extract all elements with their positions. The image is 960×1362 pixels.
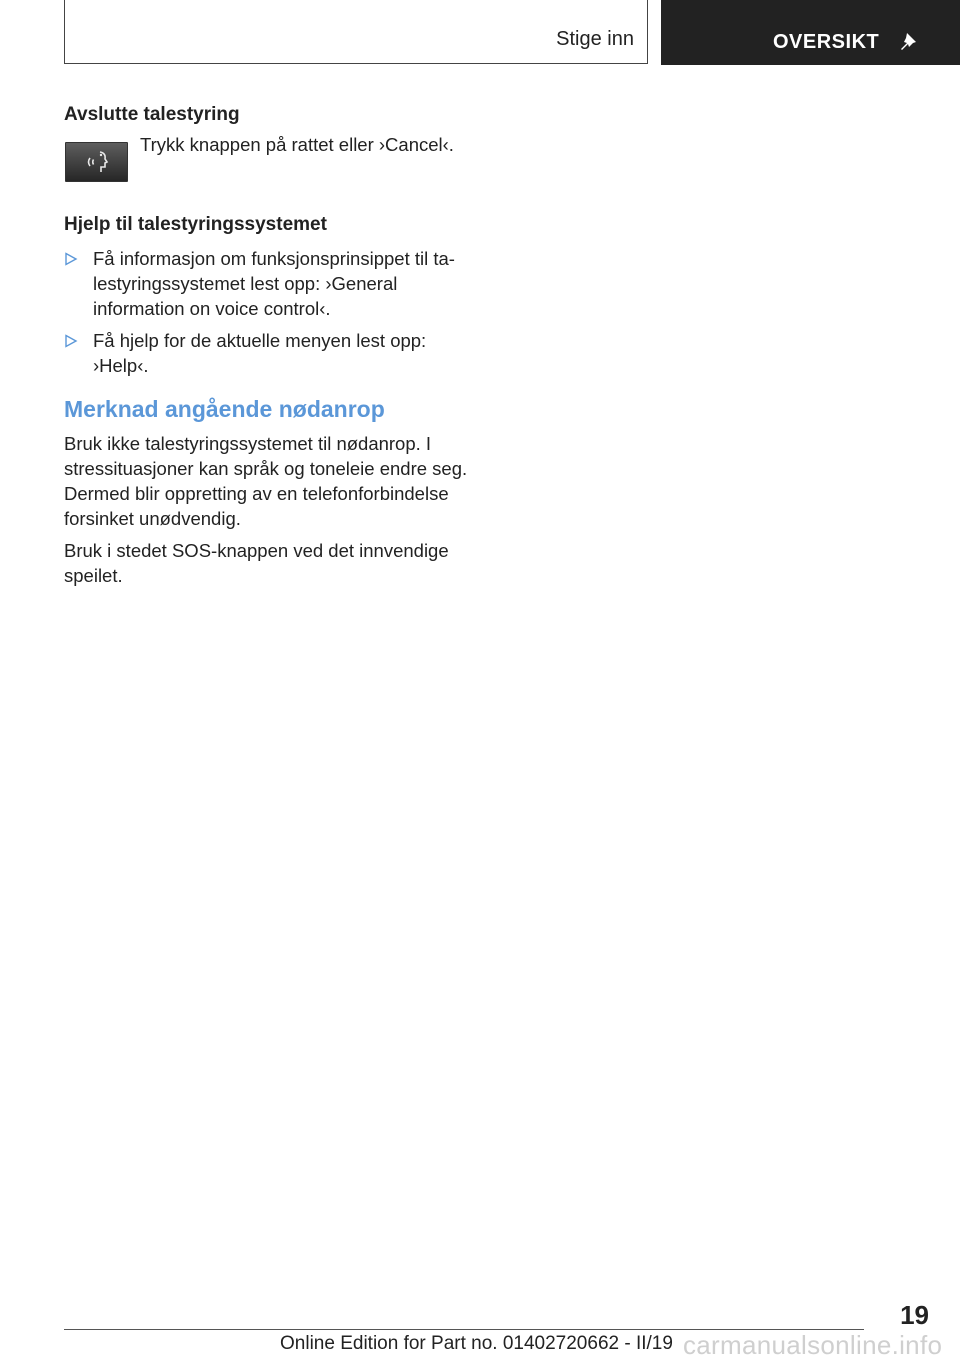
voice-control-button-image <box>65 142 128 182</box>
triangle-bullet-icon <box>64 334 78 348</box>
bullet-line: Få hjelp for de aktuelle menyen lest opp: <box>93 330 427 351</box>
footer-edition-text: Online Edition for Part no. 01402720662 - II/19 <box>280 1333 673 1354</box>
bullet-line: Få informasjon om funksjonsprinsippet til ta- <box>93 248 455 269</box>
main-content <box>64 104 484 595</box>
voice-button-row <box>64 134 484 186</box>
para-line: Bruk ikke talestyringssystemet til nødanrop. I <box>64 433 432 454</box>
bullet-line: ›Help‹. <box>93 355 149 376</box>
page-number: 19 <box>900 1300 929 1330</box>
bullet-line: lestyringssystemet lest opp: ›General <box>93 273 398 294</box>
help-list <box>64 246 484 378</box>
paragraph-emergency-2 <box>64 538 484 588</box>
cancel-instruction: Trykk knappen på rattet eller ›Cancel‹. <box>140 134 454 155</box>
list-item <box>64 328 484 378</box>
voice-control-icon <box>86 149 112 175</box>
header-section-title: Stige inn <box>556 28 634 50</box>
para-line: forsinket unødvendig. <box>64 508 241 529</box>
heading-end-voice-control: Avslutte talestyring <box>64 104 240 125</box>
list-item <box>64 246 484 321</box>
para-line: Bruk i stedet SOS-knappen ved det innvendige <box>64 540 449 561</box>
para-line: speilet. <box>64 565 123 586</box>
triangle-bullet-icon <box>64 252 78 266</box>
header-section-box <box>64 0 648 64</box>
paragraph-emergency-1 <box>64 431 484 531</box>
section-title-emergency-note: Merknad angående nødanrop <box>64 396 385 422</box>
overview-tab[interactable] <box>661 0 960 65</box>
pin-icon <box>897 30 919 52</box>
bullet-line: information on voice control‹. <box>93 298 331 319</box>
heading-help-voice-system: Hjelp til talestyringssystemet <box>64 214 327 235</box>
para-line: Dermed blir oppretting av en telefonforbindelse <box>64 483 449 504</box>
watermark: carmanualsonline.info <box>683 1330 943 1360</box>
para-line: stressituasjoner kan språk og toneleie endre seg. <box>64 458 468 479</box>
overview-tab-label: OVERSIKT <box>773 31 880 53</box>
